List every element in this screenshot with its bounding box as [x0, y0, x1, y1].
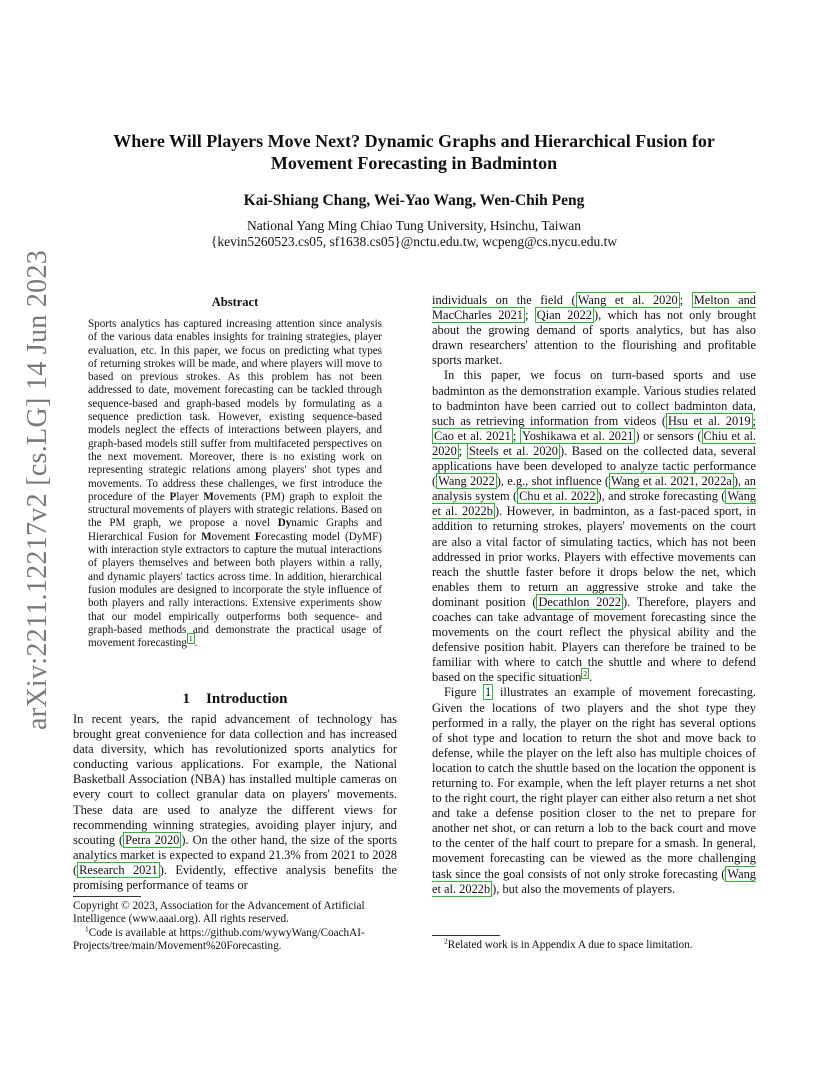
citation-link[interactable]: Steels et al. 2020	[468, 443, 558, 458]
figure-link[interactable]: 1	[485, 685, 492, 700]
citation-link[interactable]: Hsu et al. 2019	[667, 413, 751, 428]
footnote-link-1[interactable]: 1	[188, 634, 193, 644]
abstract-heading: Abstract	[211, 295, 259, 309]
citation-link[interactable]: Chiu et al. 2020	[432, 428, 757, 458]
abstract-body: Sports analytics has captured increasing attention since analysis of the various data enables insights for training strategies, player evaluation, etc. In this paper, we focus on predicting what types of returning strokes will be made, and where players will move to based on previous strokes. As this problem has not been addressed to date, movement forecasting can be tackled through sequence-based and graph-based models by formulating as a sequence prediction task. However, existing sequence-based models neglect the effects of interactions between players, and graph-based models still suffer from multifaceted perspectives on the next movement. Moreover, there is no existing work on representing strategic relations among players' shot types and movements. To address these challenges, we first introduce the procedure of the Player Movements (PM) graph to exploit the structural movements of players with strategic relations. Based on the PM graph, we propose a novel Dynamic Graphs and Hierarchical Fusion for Movement Forecasting model (DyMF) with interaction style extractors to capture the mutual interactions of players themselves and between both players within a rally, and dynamic players' tactics across time. In addition, hierarchical fusion modules are designed to incorporate the style influence of both players and rally interactions. Extensive experiments show that our model empirically outperforms both sequence- and graph-based methods and demonstrate the practical usage of movement forecasting $^1$ .	[88, 318, 382, 650]
right-column-text	[432, 293, 756, 897]
affiliation: National Yang Ming Chiao Tung University, Hsinchu, Taiwan	[247, 218, 581, 233]
citation-link[interactable]: Decathlon 2022	[538, 594, 621, 609]
citation-link[interactable]: Wang et al. 2022b	[432, 489, 756, 519]
citation-link[interactable]: Cao et al. 2021	[434, 428, 511, 443]
paragraph: In this paper, we focus on turn-based sports and use badminton as the demonstration example. Various studies related to badminton have been carried out to collect badminton data, such as retrieving information from videos ( Hsu et al. 2019 ; Cao et al. 2021 ; Yoshikawa et al. 2021 ) or sensors ( Chiu et al. 2020 ; Steels et al. 2020 ). Based on the collected data, several applications have been developed to analyze tactic performance ( Wang 2022 ), e.g., shot influence ( Wang et al. 2021, 2022a ), an analysis system ( Chu et al. 2022 ), and stroke forecasting ( Wang et al. 2022b ). However, in badminton, as a fast-paced sport, in addition to returning strokes, players' movements on the court are also a vital factor of simulating tactics, which has not been addressed in prior works. Players with effective movements can reach the shuttle faster before it drops below the net, which enables them to return an aggressive stroke and take the dominant position ( Decathlon 2022 ). Therefore, players and coaches can take advantage of movement forecasting since the movements on the court reflect the physical ability and the defensive position habit. Players can therefore be trained to be familiar with where to catch the shuttle and where to defend based on the specific situation $^2$ .	[432, 368, 757, 685]
citation-link[interactable]: Chu et al. 2022	[519, 489, 596, 504]
citation-link[interactable]: Wang et al. 2022b	[432, 866, 756, 896]
citation-link[interactable]: Qian 2022	[536, 308, 592, 323]
section-heading-introduction: 1 Introduction	[182, 691, 288, 707]
citation-link[interactable]: Petra 2020	[125, 832, 180, 847]
title-line-1: Where Will Players Move Next? Dynamic Graphs and Hierarchical Fusion for	[113, 131, 715, 151]
footnote-rule	[432, 935, 500, 936]
arxiv-stamp: arXiv:2211.12217v2 [cs.LG] 14 Jun 2023	[22, 249, 53, 730]
citation-link[interactable]: Wang et al. 2021, 2022a	[610, 474, 732, 489]
emails: {kevin5260523.cs05, sf1638.cs05}@nctu.edu.tw, wcpeng@cs.nycu.edu.tw	[210, 234, 618, 249]
footnote-rule	[73, 896, 141, 897]
citation-link[interactable]: Yoshikawa et al. 2021	[521, 428, 634, 443]
footnotes-left	[73, 900, 397, 953]
introduction-paragraph: In recent years, the rapid advancement of technology has brought great convenience for data collection and has increased data diversity, which has revolutionized sports analytics for conducting various applications. For example, the National Basketball Association (NBA) has installed multiple cameras on every court to collect granular data on players' movements. These data are used to analyze the different views for recommending winning strategies, avoiding player injury, and scouting ( Petra 2020 ). On the other hand, the size of the sports analytics market is expected to expand 21.3% from 2021 to 2028 ( Research 2021 ). Evidently, effective analysis benefits the promising performance of teams or	[73, 712, 397, 893]
paper-title	[80, 130, 748, 174]
citation-link[interactable]: Melton and MacCharles 2021	[432, 293, 756, 323]
affiliation-block	[80, 218, 748, 250]
footnote-2: $^2$Related work is in Appendix A due to space limitation.	[444, 936, 693, 951]
citation-link[interactable]: Research 2021	[79, 862, 158, 877]
citation-link[interactable]: Wang 2022	[438, 474, 495, 489]
copyright-notice: Copyright © 2023, Association for the Advancement of Artificial Intelligence (www.aaai.org). All rights reserved.	[73, 900, 365, 926]
footnote-link-2[interactable]: 2	[583, 669, 588, 679]
paragraph: Figure 1 illustrates an example of movement forecasting. Given the locations of two players and the shot type they performed in a rally, the player on the right has several options of shot type and location to return the shot and move back to defense, while the player on the left also has multiple choices of location to catch the shuttle based on the location the opponent is returning to. For example, when the left player returns a net shot to the right court, the right player can either also return a net shot and take a defense position closer to the net to prepare for another net shot, or can return a lob to the back court and move to the center of the half court to prepare for a smash. In general, movement forecasting can be viewed as the more challenging task since the goal consists of not only stroke forecasting ( Wang et al. 2022b ), but also the movements of players.	[432, 685, 756, 896]
authors: Kai-Shiang Chang, Wei-Yao Wang, Wen-Chih Peng	[243, 192, 585, 209]
title-line-2: Movement Forecasting in Badminton	[270, 153, 558, 173]
citation-link[interactable]: Wang et al. 2020	[577, 293, 678, 307]
footnote-1: $^1$Code is available at https://github.com/wywyWang/CoachAI-Projects/tree/main/Movement%20Forecasting.	[73, 923, 365, 952]
paragraph: individuals on the field ( Wang et al. 2020 ; Melton and MacCharles 2021 ; Qian 2022 ), which has not only brought about the growing demand of sports analytics, but has also drawn researchers' attention to the flourishing and profitable sports market.	[432, 293, 757, 368]
